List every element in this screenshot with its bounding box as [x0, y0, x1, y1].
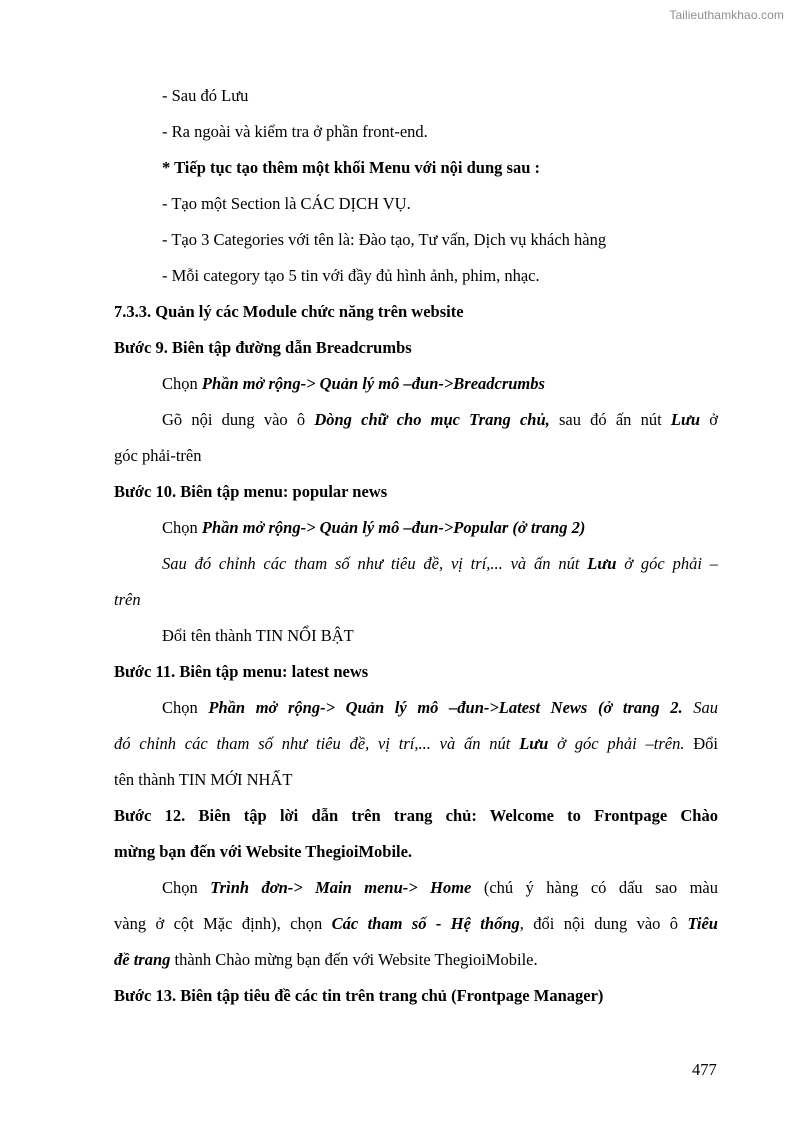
text: đó chỉnh các tham số như tiêu đề, vị trí,... và ấn nút	[114, 734, 520, 753]
field-name: Dòng chữ cho mục Trang chủ,	[314, 410, 550, 429]
bullet-categories: - Tạo 3 Categories với tên là: Đào tạo, Tư vấn, Dịch vụ khách hàng	[162, 230, 607, 249]
step-9-instruction-cont: góc phải-trên	[114, 446, 202, 465]
text: thành Chào mừng bạn đến với Website ThegioiMobile.	[170, 950, 538, 969]
text: Gõ nội dung vào ô	[162, 410, 315, 429]
text: ở góc phải –	[616, 554, 718, 573]
menu-path: Trình đơn-> Main menu-> Home	[210, 878, 472, 897]
step-11-choose	[162, 698, 718, 718]
text: Chọn	[162, 878, 211, 897]
step-10-choose	[162, 518, 585, 538]
step-13-heading: Bước 13. Biên tập tiêu đề các tin trên trang chủ (Frontpage Manager)	[114, 986, 604, 1005]
step-12-heading-cont: mừng bạn đến với Website ThegioiMobile.	[114, 842, 413, 861]
step-11-rename: tên thành TIN MỚI NHẤT	[114, 770, 293, 789]
step-11-heading: Bước 11. Biên tập menu: latest news	[114, 662, 369, 681]
page-number: 477	[692, 1060, 717, 1079]
bullet-section: - Tạo một Section là CÁC DỊCH VỤ.	[162, 194, 411, 213]
watermark: Tailieuthamkhao.com	[669, 8, 784, 22]
bullet-check-frontend: - Ra ngoài và kiểm tra ở phần front-end.	[162, 122, 428, 141]
text: ở	[700, 410, 719, 429]
menu-path: Phần mở rộng-> Quản lý mô –đun->Popular (ở trang 2)	[201, 518, 586, 537]
field-name: đề trang	[114, 950, 171, 969]
text: ở góc phải –trên.	[548, 734, 685, 753]
tab-name: Các tham số - Hệ thống	[331, 914, 520, 933]
step-12-instruction-cont	[114, 950, 538, 970]
menu-path: Phần mở rộng-> Quản lý mô –đun->Latest News (ở trang 2.	[208, 698, 683, 717]
menu-block-heading: * Tiếp tục tạo thêm một khối Menu với nội dung sau :	[162, 158, 541, 177]
text: , đổi nội dung vào ô	[519, 914, 688, 933]
step-12-instruction	[114, 914, 718, 934]
text: (chú ý hàng có dấu sao màu	[471, 878, 718, 897]
text: Chọn	[162, 518, 202, 537]
text: Sau đó chỉnh các tham số như tiêu đề, vị trí,... và ấn nút	[162, 554, 588, 573]
button-name: Lưu	[587, 554, 617, 573]
text: Chọn	[162, 374, 202, 393]
field-name: Tiêu	[687, 914, 718, 933]
text: Chọn	[162, 698, 209, 717]
step-12-choose	[162, 878, 718, 898]
bullet-articles: - Mỗi category tạo 5 tin với đầy đủ hình ảnh, phim, nhạc.	[162, 266, 540, 285]
step-9-heading: Bước 9. Biên tập đường dẫn Breadcrumbs	[114, 338, 412, 357]
text: Đổi	[684, 734, 718, 753]
text: Sau	[682, 698, 718, 717]
button-name: Lưu	[670, 410, 701, 429]
step-10-rename: Đổi tên thành TIN NỔI BẬT	[162, 626, 354, 645]
step-12-heading: Bước 12. Biên tập lời dẫn trên trang chủ: Welcome to Frontpage Chào	[114, 806, 718, 825]
button-name: Lưu	[519, 734, 549, 753]
step-11-instruction	[114, 734, 718, 754]
step-10-instruction-cont: trên	[114, 590, 141, 609]
step-9-choose	[162, 374, 545, 394]
menu-path: Phần mở rộng-> Quản lý mô –đun->Breadcrumbs	[201, 374, 545, 393]
step-9-instruction	[162, 410, 718, 430]
section-heading-7-3-3: 7.3.3. Quản lý các Module chức năng trên website	[114, 302, 464, 321]
text: sau đó ấn nút	[549, 410, 671, 429]
step-10-heading: Bước 10. Biên tập menu: popular news	[114, 482, 388, 501]
text: vàng ở cột Mặc định), chọn	[114, 914, 332, 933]
bullet-save: - Sau đó Lưu	[162, 86, 249, 105]
step-10-instruction	[162, 554, 718, 574]
